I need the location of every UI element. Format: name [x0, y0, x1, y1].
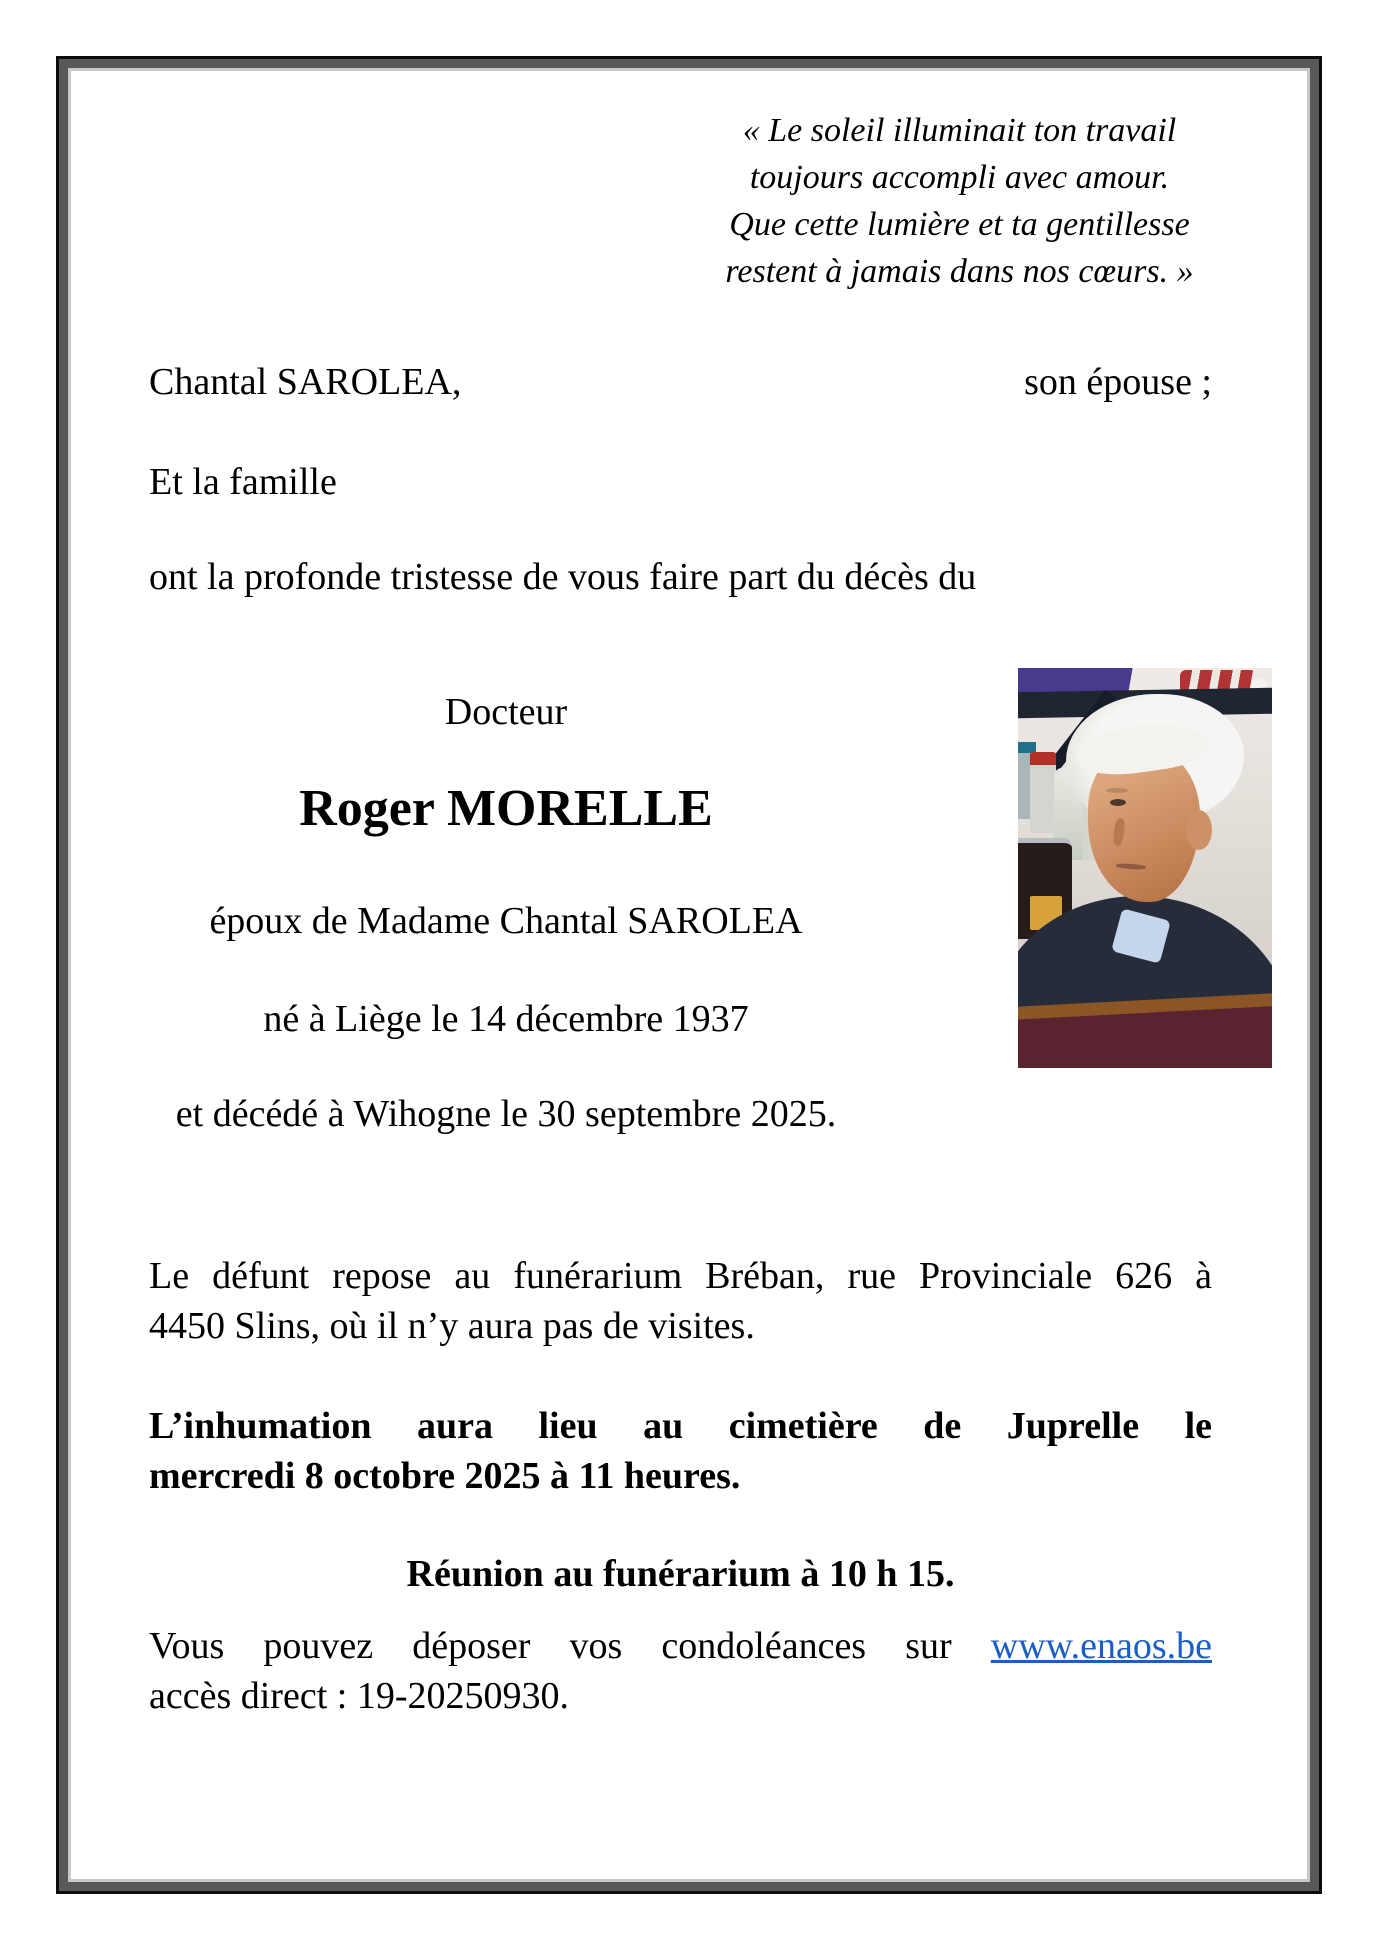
photo-ear	[1186, 810, 1212, 850]
meeting-line: Réunion au funérarium à 10 h 15.	[406, 1553, 955, 1595]
deceased-spouse-line: époux de Madame Chantal SAROLEA	[209, 900, 803, 942]
deceased-name: Roger MORELLE	[299, 780, 713, 837]
deceased-title: Docteur	[444, 691, 568, 733]
deceased-death-line: et décédé à Wihogne le 30 septembre 2025.	[175, 1093, 837, 1135]
quote-line: restent à jamais dans nos cœurs. »	[725, 253, 1194, 290]
announcement-line: ont la profonde tristesse de vous faire part du décès du	[149, 556, 977, 598]
page-border-frame-inner	[68, 68, 1310, 1882]
portrait-photo	[1018, 668, 1272, 1068]
burial-line: mercredi 8 octobre 2025 à 11 heures.	[149, 1455, 741, 1497]
mourner-row	[149, 357, 1212, 407]
family-line: Et la famille	[149, 461, 337, 503]
mourner-relation: son épouse ;	[1024, 361, 1212, 403]
quote-line: toujours accompli avec amour.	[749, 159, 1170, 196]
deceased-birth-line: né à Liège le 14 décembre 1937	[263, 998, 749, 1040]
deceased-identity-column	[149, 687, 863, 1139]
photo-eyebrow	[1106, 788, 1128, 793]
condolences-text: Vous pouvez déposer vos condoléances sur	[149, 1625, 952, 1667]
deceased-section	[149, 687, 1212, 1139]
announcement-content	[71, 71, 1307, 1879]
photo-bottle-red-cap	[1030, 752, 1056, 833]
page-border-frame-middle	[59, 59, 1319, 1891]
enaos-link[interactable]: www.enaos.be	[990, 1625, 1213, 1667]
burial-line: L’inhumation aura lieu au cimetière de Juprelle le	[149, 1405, 1212, 1447]
page-border-frame	[56, 56, 1322, 1894]
condolences-access-line: accès direct : 19-20250930.	[149, 1675, 569, 1717]
mourner-name: Chantal SAROLEA,	[149, 361, 462, 403]
photo-eye	[1110, 799, 1126, 806]
condolences-paragraph	[149, 1621, 1212, 1721]
condolences-line	[149, 1621, 1212, 1671]
repose-paragraph	[149, 1251, 1212, 1351]
memorial-quote	[707, 107, 1212, 295]
quote-line: Que cette lumière et ta gentillesse	[729, 206, 1190, 243]
repose-line: 4450 Slins, où il n’y aura pas de visites.	[149, 1305, 755, 1347]
quote-line: « Le soleil illuminait ton travail	[742, 112, 1177, 149]
repose-line: Le défunt repose au funérarium Bréban, rue Provinciale 626 à	[149, 1255, 1212, 1297]
burial-paragraph	[149, 1401, 1212, 1501]
